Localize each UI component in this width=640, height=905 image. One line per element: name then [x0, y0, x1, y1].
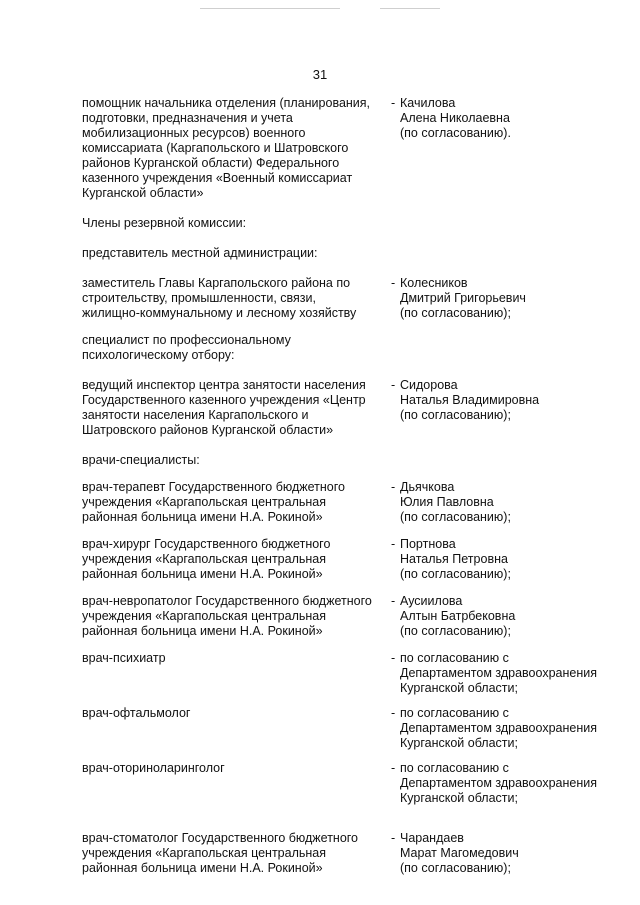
person-line: Департаментом здравоохранения [400, 666, 597, 680]
member-person [390, 480, 612, 525]
heading-line: психологическому отбору: [82, 348, 235, 362]
person-line: Дмитрий Григорьевич [400, 291, 526, 305]
dash-separator: - [391, 594, 396, 608]
dash-separator: - [391, 831, 396, 845]
position-line: учреждения «Каргапольская центральная [82, 846, 327, 860]
member-entry [82, 761, 612, 806]
member-position [82, 537, 390, 582]
person-line: Марат Магомедович [400, 846, 519, 860]
person-line: Колесников [400, 276, 468, 290]
member-position [82, 594, 390, 639]
position-line: жилищно-коммунальному и лесному хозяйству [82, 306, 357, 320]
position-line: врач-офтальмолог [82, 706, 191, 720]
member-entry [82, 378, 612, 438]
position-line: ведущий инспектор центра занятости населения [82, 378, 366, 392]
person-line: по согласованию с [400, 651, 509, 665]
section-heading [82, 246, 612, 261]
section-heading [82, 453, 612, 468]
heading-line: специалист по профессиональному [82, 333, 291, 347]
member-entry [82, 480, 612, 525]
scan-speck [380, 8, 440, 9]
person-line: Департаментом здравоохранения [400, 721, 597, 735]
position-line: казенного учреждения «Военный комиссариат [82, 171, 353, 185]
member-position [82, 831, 390, 876]
person-line: Наталья Петровна [400, 552, 508, 566]
member-position [82, 276, 390, 321]
position-line: районов Курганской области) Федерального [82, 156, 340, 170]
person-line: (по согласованию); [400, 624, 511, 638]
member-position [82, 651, 390, 666]
member-entry [82, 594, 612, 639]
position-line: районная больница имени Н.А. Рокиной» [82, 624, 323, 638]
person-line: Портнова [400, 537, 456, 551]
dash-separator: - [391, 480, 396, 494]
position-line: врач-психиатр [82, 651, 166, 665]
member-position [82, 96, 390, 201]
member-entry [82, 831, 612, 876]
position-line: помощник начальника отделения (планирования, [82, 96, 371, 110]
member-position [82, 761, 390, 776]
position-line: Шатровского районов Курганской области» [82, 423, 334, 437]
person-line: Дьячкова [400, 480, 455, 494]
section-heading [82, 216, 612, 231]
position-line: Государственного казенного учреждения «Центр [82, 393, 366, 407]
member-person [390, 96, 612, 141]
position-line: мобилизационных ресурсов) военного [82, 126, 306, 140]
person-line: Аусиилова [400, 594, 463, 608]
person-line: (по согласованию); [400, 408, 511, 422]
person-line: Курганской области; [400, 791, 518, 805]
position-line: учреждения «Каргапольская центральная [82, 609, 327, 623]
person-line: по согласованию с [400, 706, 509, 720]
position-line: комиссариата (Каргапольского и Шатровского [82, 141, 349, 155]
person-line: Курганской области; [400, 681, 518, 695]
heading-line: врачи-специалисты: [82, 453, 200, 467]
position-line: Курганской области» [82, 186, 204, 200]
member-person [390, 378, 612, 423]
position-line: районная больница имени Н.А. Рокиной» [82, 861, 323, 875]
person-line: (по согласованию); [400, 510, 511, 524]
heading-line: Члены резервной комиссии: [82, 216, 247, 230]
person-line: (по согласованию); [400, 306, 511, 320]
person-line: Чарандаев [400, 831, 464, 845]
position-line: врач-терапевт Государственного бюджетного [82, 480, 346, 494]
position-line: подготовки, предназначения и учета [82, 111, 293, 125]
member-entry [82, 706, 612, 751]
member-position [82, 378, 390, 438]
person-line: (по согласованию). [400, 126, 511, 140]
dash-separator: - [391, 706, 396, 720]
position-line: учреждения «Каргапольская центральная [82, 495, 327, 509]
dash-separator: - [391, 761, 396, 775]
section-heading [82, 333, 612, 363]
page-number: 31 [312, 67, 328, 82]
dash-separator: - [391, 378, 396, 392]
position-line: врач-невропатолог Государственного бюджетного [82, 594, 372, 608]
dash-separator: - [391, 276, 396, 290]
member-position [82, 706, 390, 721]
person-line: Алена Николаевна [400, 111, 510, 125]
person-line: (по согласованию); [400, 861, 511, 875]
scan-speck [200, 8, 340, 9]
person-line: (по согласованию); [400, 567, 511, 581]
position-line: районная больница имени Н.А. Рокиной» [82, 510, 323, 524]
member-person [390, 276, 612, 321]
position-line: занятости населения Каргапольского и [82, 408, 309, 422]
member-person [390, 537, 612, 582]
member-entry [82, 276, 612, 321]
dash-separator: - [391, 651, 396, 665]
member-entry [82, 537, 612, 582]
position-line: районная больница имени Н.А. Рокиной» [82, 567, 323, 581]
person-line: Сидорова [400, 378, 458, 392]
member-person [390, 651, 612, 696]
person-line: Курганской области; [400, 736, 518, 750]
position-line: учреждения «Каргапольская центральная [82, 552, 327, 566]
person-line: Алтын Батрбековна [400, 609, 516, 623]
member-person [390, 594, 612, 639]
position-line: заместитель Главы Каргапольского района по [82, 276, 351, 290]
dash-separator: - [391, 96, 396, 110]
document-body [82, 96, 612, 876]
member-position [82, 480, 390, 525]
member-entry [82, 96, 612, 201]
member-person [390, 706, 612, 751]
member-entry [82, 651, 612, 696]
position-line: врач-хирург Государственного бюджетного [82, 537, 331, 551]
heading-line: представитель местной администрации: [82, 246, 318, 260]
member-person [390, 831, 612, 876]
member-person [390, 761, 612, 806]
person-line: Качилова [400, 96, 456, 110]
person-line: Департаментом здравоохранения [400, 776, 597, 790]
position-line: врач-оториноларинголог [82, 761, 225, 775]
person-line: Юлия Павловна [400, 495, 494, 509]
person-line: Наталья Владимировна [400, 393, 540, 407]
position-line: врач-стоматолог Государственного бюджетного [82, 831, 359, 845]
position-line: строительству, промышленности, связи, [82, 291, 316, 305]
person-line: по согласованию с [400, 761, 509, 775]
dash-separator: - [391, 537, 396, 551]
